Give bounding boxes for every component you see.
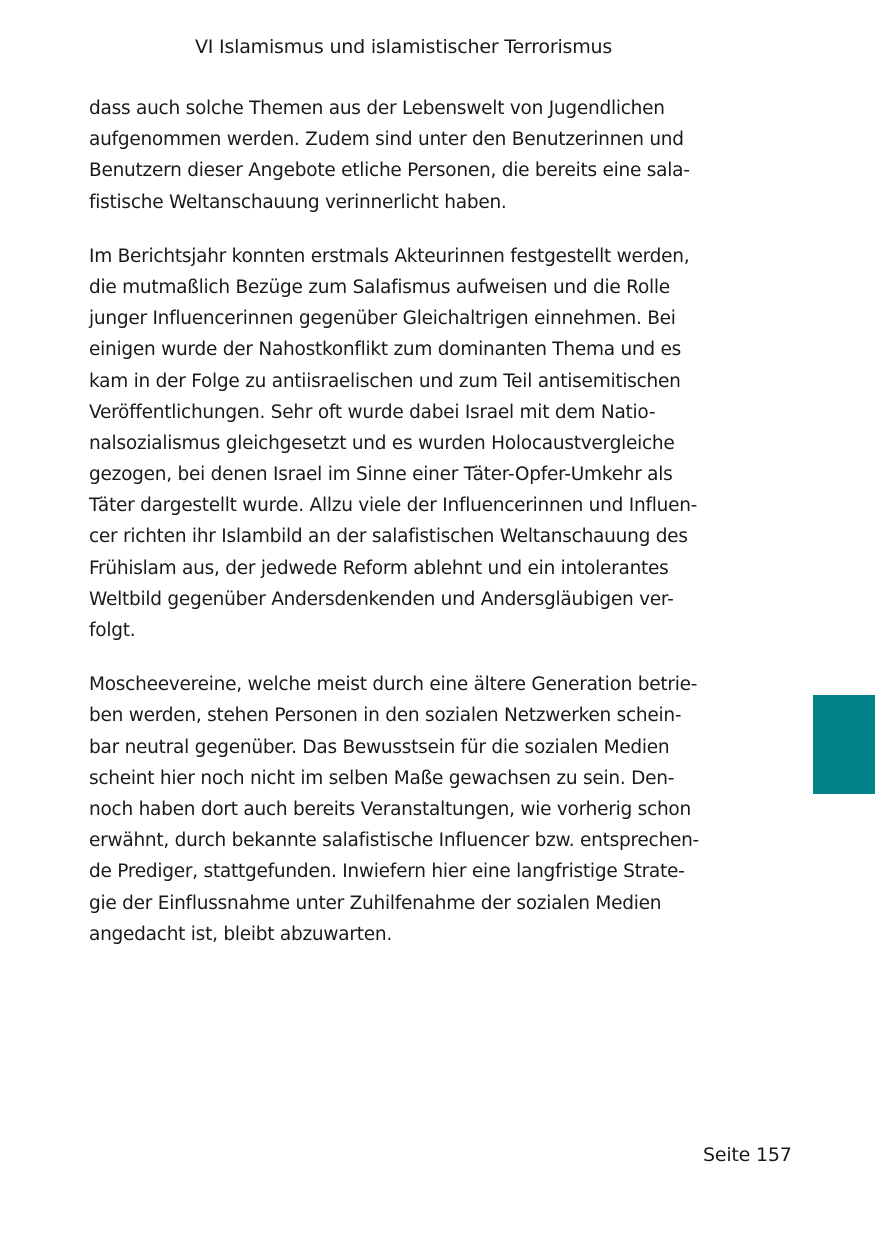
text-line: nalsozialismus gleichgesetzt und es wurden Holocaustvergleiche (89, 432, 675, 454)
text-line: aufgenommen werden. Zudem sind unter den Benutzerinnen und (89, 129, 684, 151)
body-text (89, 93, 749, 973)
text-line: einigen wurde der Nahostkonflikt zum dominanten Thema und es (89, 339, 682, 361)
chapter-tab-marker (813, 695, 875, 794)
text-line: gezogen, bei denen Israel im Sinne einer Täter-Opfer-Umkehr als (89, 464, 673, 486)
page-number-label: Seite 157 (703, 1144, 792, 1166)
page-number (703, 1142, 792, 1168)
text-line: bar neutral gegenüber. Das Bewusstsein für die sozialen Medien (89, 736, 670, 758)
text-line: de Prediger, stattgefunden. Inwiefern hier eine langfristige Strate- (89, 861, 685, 883)
paragraph (89, 669, 749, 950)
text-line: kam in der Folge zu antiisraelischen und zum Teil antisemitischen (89, 370, 681, 392)
text-line: gie der Einflussnahme unter Zuhilfenahme der sozialen Medien (89, 892, 662, 914)
paragraph (89, 241, 749, 646)
text-line: die mutmaßlich Bezüge zum Salafismus aufweisen und die Rolle (89, 276, 670, 298)
paragraph (89, 93, 749, 218)
text-line: noch haben dort auch bereits Veranstaltungen, wie vorherig schon (89, 798, 691, 820)
text-line: cer richten ihr Islambild an der salafistischen Weltanschauung des (89, 526, 688, 548)
text-line: Moscheevereine, welche meist durch eine ältere Generation betrie- (89, 674, 698, 696)
text-line: fistische Weltanschauung verinnerlicht haben. (89, 191, 507, 213)
text-line: erwähnt, durch bekannte salafistische Influencer bzw. entsprechen- (89, 830, 699, 852)
text-line: junger Influencerinnen gegenüber Gleichaltrigen einnehmen. Bei (89, 308, 676, 330)
text-line: dass auch solche Themen aus der Lebenswelt von Jugendlichen (89, 98, 665, 119)
text-line: Veröffentlichungen. Sehr oft wurde dabei Israel mit dem Natio- (89, 401, 656, 423)
text-line: Frühislam aus, der jedwede Reform ablehnt und ein intolerantes (89, 557, 669, 579)
text-line: Täter dargestellt wurde. Allzu viele der Influencerinnen und Influen- (89, 495, 698, 517)
text-line: folgt. (89, 620, 136, 641)
chapter-title: VI Islamismus und islamistischer Terrorismus (195, 36, 613, 58)
text-line: angedacht ist, bleibt abzuwarten. (89, 923, 392, 945)
text-line: scheint hier noch nicht im selben Maße gewachsen zu sein. Den- (89, 767, 675, 789)
text-line: Weltbild gegenüber Andersdenkenden und Andersgläubigen ver- (89, 588, 674, 610)
text-line: Im Berichtsjahr konnten erstmals Akteurinnen festgestellt werden, (89, 245, 690, 267)
text-line: Benutzern dieser Angebote etliche Personen, die bereits eine sala- (89, 160, 690, 182)
running-header (195, 35, 612, 59)
text-line: ben werden, stehen Personen in den sozialen Netzwerken schein- (89, 705, 682, 727)
